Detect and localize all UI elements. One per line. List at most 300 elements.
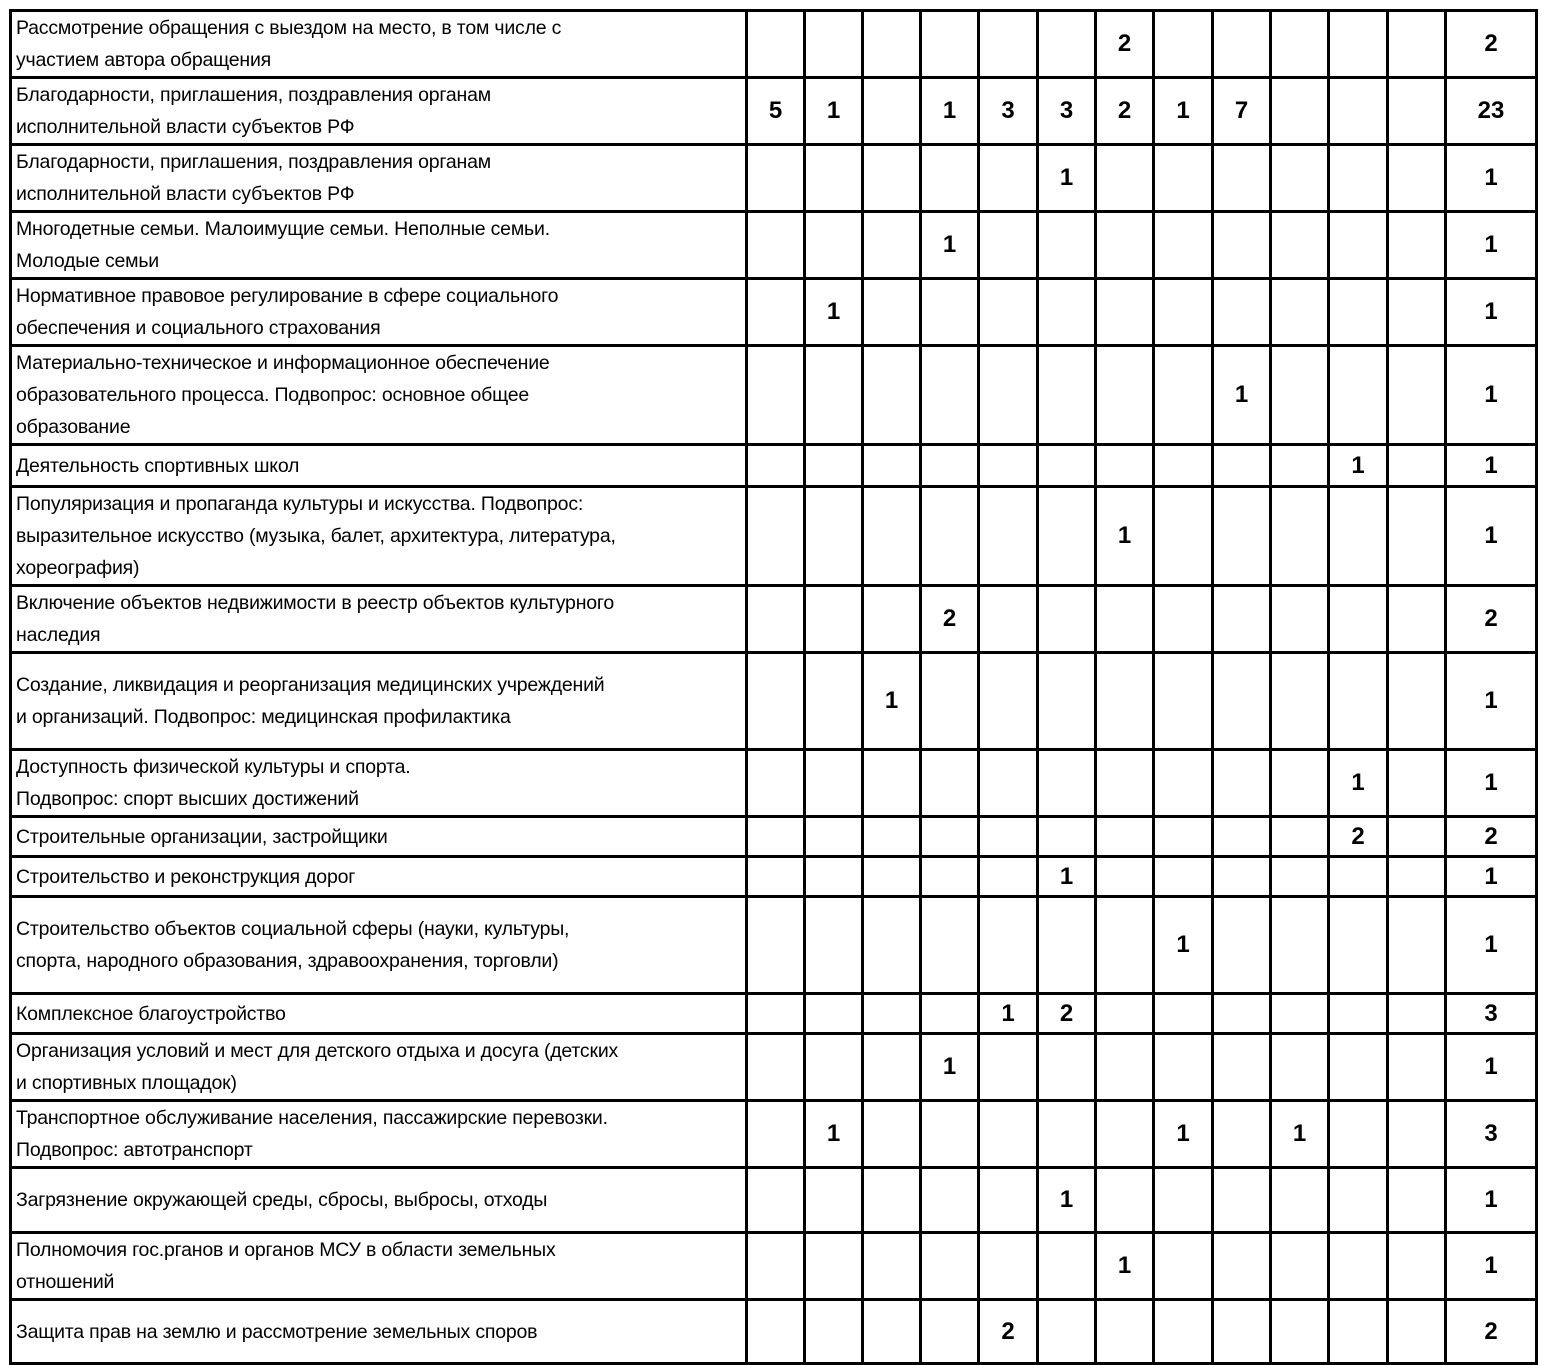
table-row (11, 1300, 1537, 1364)
value-cell (979, 279, 1038, 346)
value-cell (863, 78, 921, 145)
value-cell (1038, 11, 1096, 78)
total-cell: 23 (1446, 78, 1537, 145)
value-cell (1271, 1233, 1329, 1300)
value-cell (1388, 1034, 1446, 1101)
value-cell (1388, 487, 1446, 586)
value-cell (1271, 750, 1329, 817)
value-cell (979, 1168, 1038, 1233)
value-cell (1096, 897, 1154, 994)
value-cell (1388, 750, 1446, 817)
table-row (11, 1101, 1537, 1168)
value-cell (1213, 1168, 1271, 1233)
value-cell: 2 (979, 1300, 1038, 1364)
value-cell (863, 994, 921, 1034)
value-cell (1388, 145, 1446, 212)
value-cell (921, 11, 979, 78)
value-cell (1213, 1034, 1271, 1101)
table-row (11, 1168, 1537, 1233)
appeals-table (9, 9, 1538, 1365)
value-cell (1271, 1168, 1329, 1233)
total-cell: 3 (1446, 994, 1537, 1034)
value-cell (1154, 857, 1213, 897)
value-cell (921, 653, 979, 750)
value-cell (1096, 145, 1154, 212)
value-cell (747, 817, 805, 857)
row-label: Доступность физической культуры и спорта. Подвопрос: спорт высших достижений (11, 750, 747, 817)
value-cell (747, 487, 805, 586)
value-cell (863, 279, 921, 346)
value-cell (1271, 1300, 1329, 1364)
value-cell (1271, 78, 1329, 145)
value-cell (1388, 346, 1446, 445)
value-cell (747, 1233, 805, 1300)
total-cell: 1 (1446, 346, 1537, 445)
value-cell: 1 (805, 1101, 863, 1168)
value-cell (1213, 145, 1271, 212)
value-cell (1154, 1233, 1213, 1300)
value-cell (1388, 1233, 1446, 1300)
value-cell (805, 586, 863, 653)
value-cell (1329, 586, 1388, 653)
value-cell (1096, 857, 1154, 897)
row-label: Создание, ликвидация и реорганизация медицинских учреждений и организаций. Подвопрос: медицинская профилактика (11, 653, 747, 750)
value-cell: 3 (1038, 78, 1096, 145)
value-cell (1154, 994, 1213, 1034)
value-cell (747, 279, 805, 346)
value-cell (1154, 653, 1213, 750)
value-cell (1388, 279, 1446, 346)
value-cell: 1 (921, 1034, 979, 1101)
row-label: Рассмотрение обращения с выездом на место, в том числе с участием автора обращения (11, 11, 747, 78)
value-cell (747, 897, 805, 994)
row-label: Включение объектов недвижимости в реестр объектов культурного наследия (11, 586, 747, 653)
value-cell: 1 (1154, 78, 1213, 145)
value-cell: 1 (1329, 750, 1388, 817)
value-cell (979, 817, 1038, 857)
row-label: Организация условий и мест для детского отдыха и досуга (детских и спортивных площадок) (11, 1034, 747, 1101)
value-cell: 2 (1096, 78, 1154, 145)
value-cell: 2 (921, 586, 979, 653)
value-cell (863, 1101, 921, 1168)
total-cell: 1 (1446, 857, 1537, 897)
value-cell (863, 1300, 921, 1364)
total-cell: 1 (1446, 279, 1537, 346)
table-row (11, 994, 1537, 1034)
value-cell (1213, 897, 1271, 994)
value-cell (1329, 653, 1388, 750)
value-cell (1388, 897, 1446, 994)
value-cell (921, 897, 979, 994)
value-cell: 1 (805, 279, 863, 346)
value-cell (1154, 750, 1213, 817)
value-cell (1096, 817, 1154, 857)
value-cell (1096, 445, 1154, 487)
table-row (11, 897, 1537, 994)
row-label: Благодарности, приглашения, поздравления органам исполнительной власти субъектов РФ (11, 78, 747, 145)
value-cell: 1 (863, 653, 921, 750)
value-cell: 1 (1329, 445, 1388, 487)
total-cell: 1 (1446, 212, 1537, 279)
total-cell: 1 (1446, 750, 1537, 817)
value-cell (805, 1168, 863, 1233)
value-cell (805, 11, 863, 78)
value-cell (1213, 653, 1271, 750)
value-cell (1154, 586, 1213, 653)
value-cell: 1 (979, 994, 1038, 1034)
value-cell (1271, 145, 1329, 212)
total-cell: 1 (1446, 1034, 1537, 1101)
value-cell (1213, 994, 1271, 1034)
value-cell (921, 1168, 979, 1233)
value-cell (1329, 145, 1388, 212)
value-cell (979, 653, 1038, 750)
value-cell (1038, 279, 1096, 346)
value-cell (921, 750, 979, 817)
value-cell (805, 1034, 863, 1101)
value-cell (1038, 750, 1096, 817)
value-cell (1388, 445, 1446, 487)
value-cell (1213, 817, 1271, 857)
value-cell (1154, 1034, 1213, 1101)
value-cell (805, 653, 863, 750)
value-cell (921, 487, 979, 586)
value-cell (1038, 1101, 1096, 1168)
value-cell (1154, 212, 1213, 279)
value-cell (921, 145, 979, 212)
value-cell (921, 1300, 979, 1364)
total-cell: 1 (1446, 653, 1537, 750)
value-cell (805, 145, 863, 212)
value-cell: 1 (1154, 1101, 1213, 1168)
value-cell (805, 346, 863, 445)
value-cell (979, 487, 1038, 586)
value-cell (1154, 817, 1213, 857)
value-cell (805, 994, 863, 1034)
value-cell (805, 857, 863, 897)
value-cell: 2 (1329, 817, 1388, 857)
value-cell (979, 346, 1038, 445)
value-cell (1271, 487, 1329, 586)
value-cell (1329, 1101, 1388, 1168)
value-cell (1038, 653, 1096, 750)
value-cell (747, 145, 805, 212)
table-row (11, 857, 1537, 897)
value-cell (1096, 750, 1154, 817)
value-cell (979, 857, 1038, 897)
value-cell (1096, 212, 1154, 279)
value-cell (1096, 1101, 1154, 1168)
value-cell (1329, 487, 1388, 586)
row-label: Полномочия гос.рганов и органов МСУ в области земельных отношений (11, 1233, 747, 1300)
value-cell (747, 346, 805, 445)
value-cell (921, 994, 979, 1034)
value-cell (863, 750, 921, 817)
value-cell (1213, 586, 1271, 653)
value-cell (747, 1034, 805, 1101)
value-cell (1038, 487, 1096, 586)
value-cell (1271, 994, 1329, 1034)
value-cell (979, 897, 1038, 994)
value-cell (747, 11, 805, 78)
value-cell: 3 (979, 78, 1038, 145)
total-cell: 2 (1446, 586, 1537, 653)
value-cell (921, 279, 979, 346)
value-cell (747, 857, 805, 897)
total-cell: 1 (1446, 145, 1537, 212)
value-cell (747, 750, 805, 817)
value-cell (1388, 653, 1446, 750)
table-row (11, 78, 1537, 145)
value-cell: 1 (1096, 487, 1154, 586)
table-row (11, 586, 1537, 653)
value-cell (1096, 1168, 1154, 1233)
value-cell: 1 (1038, 1168, 1096, 1233)
value-cell (863, 857, 921, 897)
value-cell (863, 11, 921, 78)
row-label: Нормативное правовое регулирование в сфере социального обеспечения и социального страхования (11, 279, 747, 346)
value-cell: 1 (1038, 857, 1096, 897)
value-cell (1271, 857, 1329, 897)
row-label: Материально-техническое и информационное обеспечение образовательного процесса. Подвопрос: основное общее образование (11, 346, 747, 445)
value-cell (921, 817, 979, 857)
value-cell (747, 212, 805, 279)
value-cell (979, 212, 1038, 279)
value-cell (1154, 279, 1213, 346)
value-cell (1154, 11, 1213, 78)
total-cell: 1 (1446, 1168, 1537, 1233)
value-cell (1096, 346, 1154, 445)
value-cell: 2 (1038, 994, 1096, 1034)
value-cell (1271, 445, 1329, 487)
value-cell (1329, 11, 1388, 78)
value-cell (1388, 1168, 1446, 1233)
value-cell (1096, 994, 1154, 1034)
value-cell: 1 (805, 78, 863, 145)
value-cell (1213, 487, 1271, 586)
value-cell (1329, 1034, 1388, 1101)
value-cell (1388, 78, 1446, 145)
row-label: Строительство и реконструкция дорог (11, 857, 747, 897)
value-cell (1038, 1233, 1096, 1300)
total-cell: 3 (1446, 1101, 1537, 1168)
value-cell (921, 445, 979, 487)
value-cell (1271, 279, 1329, 346)
value-cell (747, 445, 805, 487)
value-cell (863, 817, 921, 857)
value-cell: 1 (1271, 1101, 1329, 1168)
value-cell (1329, 346, 1388, 445)
value-cell (747, 1300, 805, 1364)
table-row (11, 346, 1537, 445)
row-label: Строительные организации, застройщики (11, 817, 747, 857)
value-cell (1388, 817, 1446, 857)
value-cell (1388, 1101, 1446, 1168)
value-cell (1388, 994, 1446, 1034)
value-cell (747, 994, 805, 1034)
value-cell (979, 445, 1038, 487)
value-cell (805, 445, 863, 487)
value-cell (1038, 445, 1096, 487)
value-cell (1038, 897, 1096, 994)
value-cell (863, 445, 921, 487)
table-row (11, 1034, 1537, 1101)
value-cell (979, 11, 1038, 78)
value-cell (747, 586, 805, 653)
value-cell (805, 212, 863, 279)
value-cell (1154, 487, 1213, 586)
value-cell (921, 346, 979, 445)
row-label: Строительство объектов социальной сферы (науки, культуры, спорта, народного образования, здравоохранения, торговли) (11, 897, 747, 994)
total-cell: 2 (1446, 1300, 1537, 1364)
value-cell (1271, 817, 1329, 857)
value-cell (1271, 346, 1329, 445)
row-label: Транспортное обслуживание населения, пассажирские перевозки. Подвопрос: автотранспорт (11, 1101, 747, 1168)
value-cell (1271, 653, 1329, 750)
value-cell: 1 (1096, 1233, 1154, 1300)
value-cell (1096, 653, 1154, 750)
value-cell (1038, 1034, 1096, 1101)
value-cell (979, 1034, 1038, 1101)
value-cell (1213, 212, 1271, 279)
value-cell (747, 1168, 805, 1233)
total-cell: 1 (1446, 1233, 1537, 1300)
value-cell (805, 750, 863, 817)
value-cell: 5 (747, 78, 805, 145)
value-cell (1096, 586, 1154, 653)
table-row (11, 750, 1537, 817)
value-cell (863, 487, 921, 586)
total-cell: 1 (1446, 897, 1537, 994)
value-cell (805, 487, 863, 586)
value-cell: 1 (1038, 145, 1096, 212)
value-cell (747, 1101, 805, 1168)
table-row (11, 1233, 1537, 1300)
table-row (11, 279, 1537, 346)
value-cell (1154, 1300, 1213, 1364)
value-cell (1329, 1168, 1388, 1233)
row-label: Деятельность спортивных школ (11, 445, 747, 487)
value-cell (1154, 346, 1213, 445)
value-cell (979, 1101, 1038, 1168)
row-label: Загрязнение окружающей среды, сбросы, выбросы, отходы (11, 1168, 747, 1233)
value-cell (863, 145, 921, 212)
value-cell (979, 586, 1038, 653)
value-cell (863, 897, 921, 994)
value-cell (1213, 445, 1271, 487)
total-cell: 2 (1446, 11, 1537, 78)
value-cell (1271, 11, 1329, 78)
value-cell (805, 1300, 863, 1364)
value-cell (805, 1233, 863, 1300)
row-label: Комплексное благоустройство (11, 994, 747, 1034)
value-cell (1096, 1300, 1154, 1364)
value-cell (1271, 897, 1329, 994)
value-cell (1213, 1300, 1271, 1364)
value-cell (1213, 750, 1271, 817)
value-cell (1213, 279, 1271, 346)
value-cell (979, 145, 1038, 212)
value-cell (1154, 1168, 1213, 1233)
value-cell (1388, 857, 1446, 897)
value-cell (921, 1233, 979, 1300)
value-cell (979, 750, 1038, 817)
value-cell (921, 857, 979, 897)
value-cell (1038, 817, 1096, 857)
table-row (11, 145, 1537, 212)
value-cell (805, 817, 863, 857)
value-cell (1329, 1233, 1388, 1300)
value-cell (1213, 857, 1271, 897)
value-cell (747, 653, 805, 750)
table-row (11, 487, 1537, 586)
value-cell (1388, 212, 1446, 279)
value-cell (1154, 445, 1213, 487)
table-row (11, 11, 1537, 78)
value-cell (1388, 1300, 1446, 1364)
value-cell (1329, 1300, 1388, 1364)
value-cell (1213, 11, 1271, 78)
row-label: Популяризация и пропаганда культуры и искусства. Подвопрос: выразительное искусство (музыка, балет, архитектура, литература, хореография) (11, 487, 747, 586)
row-label: Многодетные семьи. Малоимущие семьи. Неполные семьи. Молодые семьи (11, 212, 747, 279)
row-label: Благодарности, приглашения, поздравления органам исполнительной власти субъектов РФ (11, 145, 747, 212)
value-cell (1329, 857, 1388, 897)
value-cell (921, 1101, 979, 1168)
value-cell (1329, 78, 1388, 145)
value-cell (1038, 1300, 1096, 1364)
value-cell (1329, 897, 1388, 994)
row-label: Защита прав на землю и рассмотрение земельных споров (11, 1300, 747, 1364)
value-cell (863, 1034, 921, 1101)
value-cell: 1 (921, 78, 979, 145)
value-cell (1271, 212, 1329, 279)
value-cell (1329, 279, 1388, 346)
value-cell (1096, 279, 1154, 346)
value-cell (863, 586, 921, 653)
value-cell (1271, 586, 1329, 653)
value-cell (1388, 11, 1446, 78)
total-cell: 1 (1446, 445, 1537, 487)
value-cell (1329, 212, 1388, 279)
table-row (11, 653, 1537, 750)
total-cell: 2 (1446, 817, 1537, 857)
value-cell: 1 (1213, 346, 1271, 445)
value-cell: 7 (1213, 78, 1271, 145)
table-row (11, 212, 1537, 279)
value-cell (1213, 1233, 1271, 1300)
value-cell (863, 346, 921, 445)
value-cell (1154, 145, 1213, 212)
value-cell (1213, 1101, 1271, 1168)
value-cell: 2 (1096, 11, 1154, 78)
value-cell (1271, 1034, 1329, 1101)
value-cell (1388, 586, 1446, 653)
table-row (11, 817, 1537, 857)
value-cell (1096, 1034, 1154, 1101)
value-cell: 1 (1154, 897, 1213, 994)
value-cell (805, 897, 863, 994)
value-cell (1329, 994, 1388, 1034)
value-cell (863, 212, 921, 279)
total-cell: 1 (1446, 487, 1537, 586)
table-row (11, 445, 1537, 487)
value-cell (863, 1168, 921, 1233)
value-cell (979, 1233, 1038, 1300)
value-cell (1038, 586, 1096, 653)
value-cell (1038, 346, 1096, 445)
value-cell (863, 1233, 921, 1300)
value-cell: 1 (921, 212, 979, 279)
